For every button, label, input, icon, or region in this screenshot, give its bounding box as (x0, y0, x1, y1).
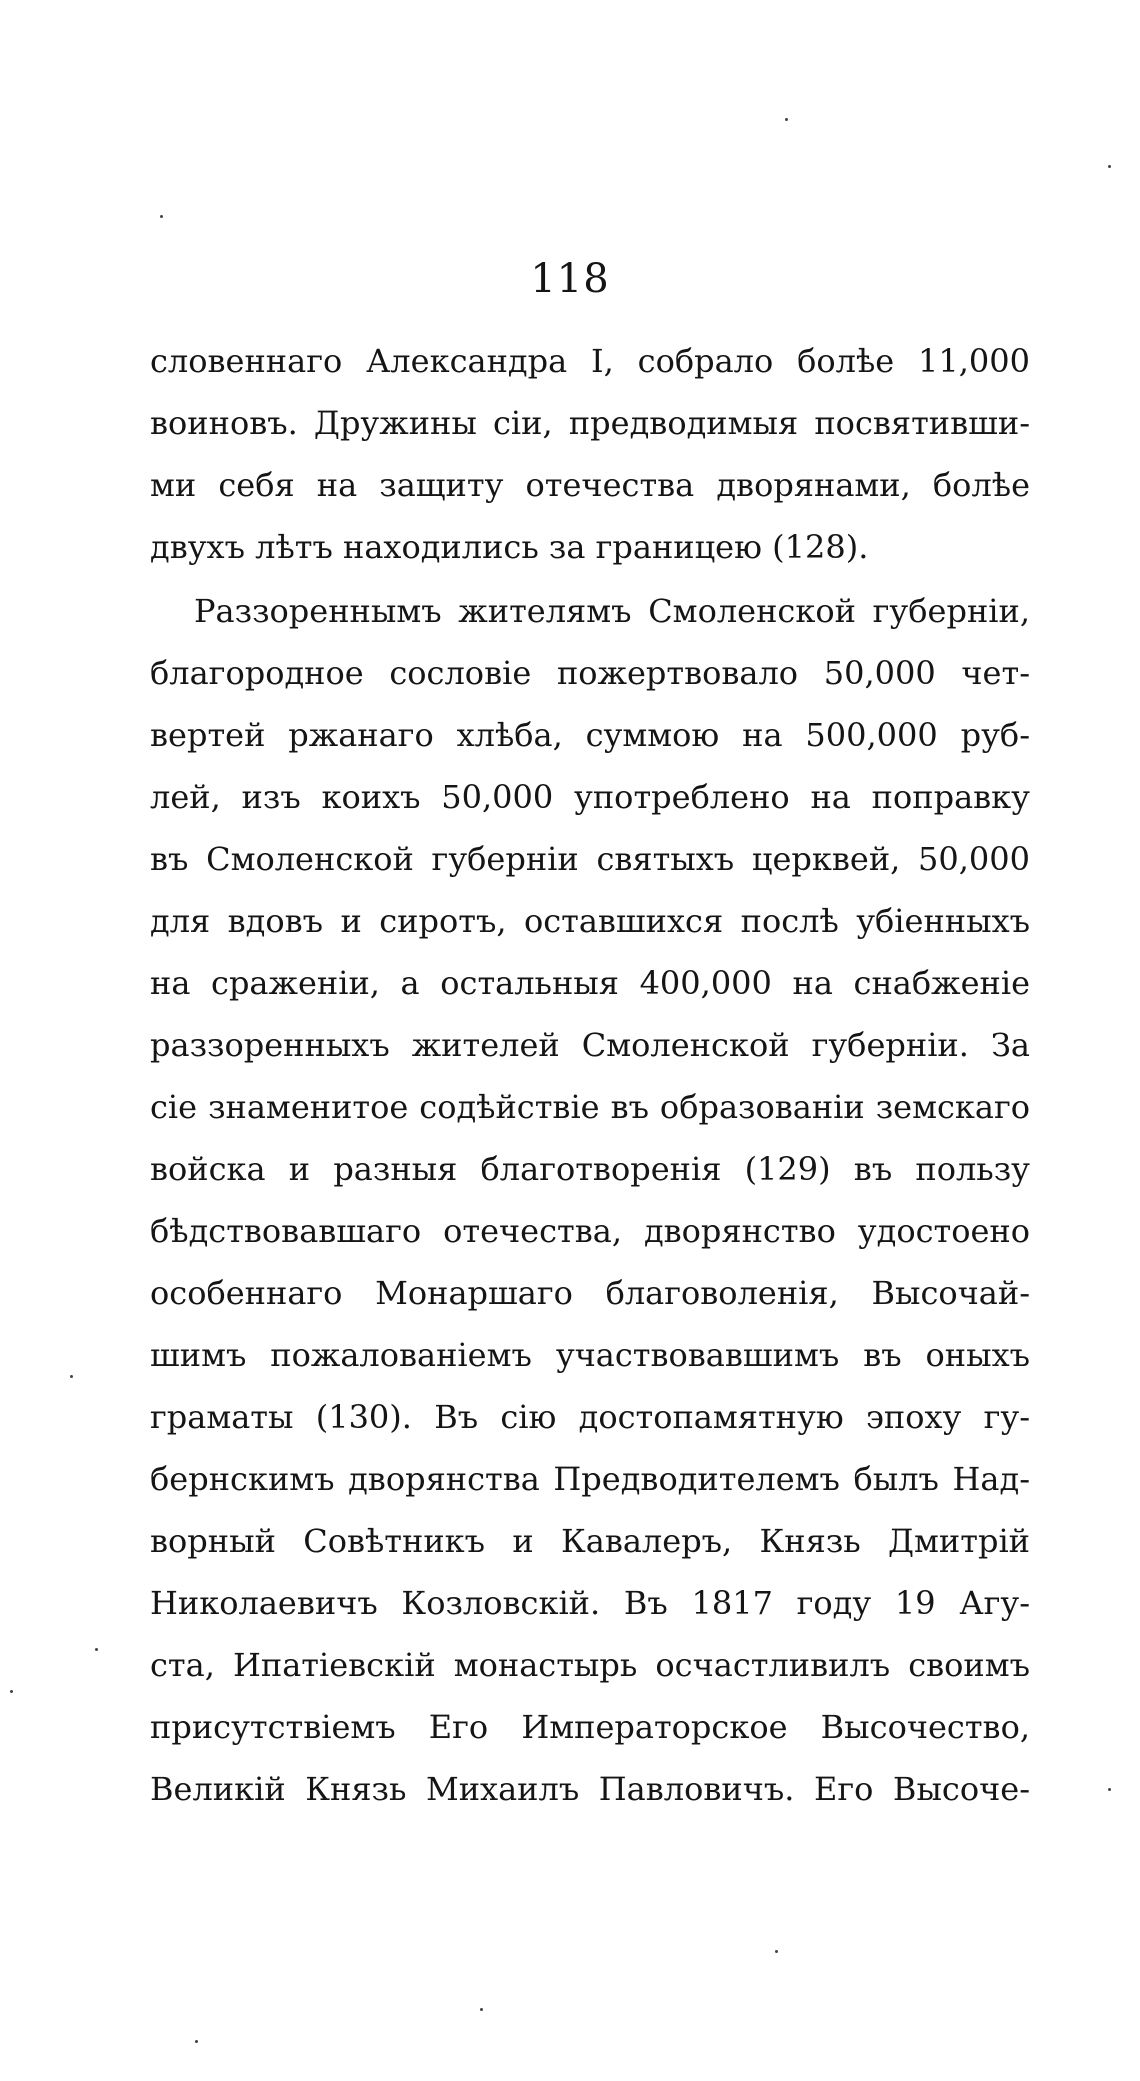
scan-speck (480, 2008, 483, 2011)
scan-speck (785, 118, 788, 121)
text-line: бѣдствовавшаго отечества, дворянство удостоено (150, 1212, 1030, 1250)
scan-speck (95, 1648, 98, 1651)
text-line: ми себя на защиту отечества дворянами, болѣе (150, 466, 1030, 504)
scan-speck (1108, 165, 1111, 168)
body-text (150, 330, 1030, 1820)
text-line: граматы (130). Въ сію достопамятную эпоху гу- (150, 1398, 1030, 1436)
text-line: словеннаго Александра I, собрало болѣе 11,000 (150, 342, 1030, 380)
scan-speck (70, 1375, 73, 1378)
text-line: шимъ пожалованіемъ участвовавшимъ въ оныхъ (150, 1336, 1030, 1374)
text-line: благородное сословіе пожертвовало 50,000 чет- (150, 654, 1030, 692)
text-line: воиновъ. Дружины сіи, предводимыя посвятивши- (150, 404, 1030, 442)
page-number: 118 (530, 256, 610, 302)
text-line: лей, изъ коихъ 50,000 употреблено на поправку (150, 778, 1030, 816)
text-line: вертей ржанаго хлѣба, суммою на 500,000 руб- (150, 716, 1030, 754)
text-line: ворный Совѣтникъ и Кавалеръ, Князь Дмитрій (150, 1522, 1030, 1560)
text-line: присутствіемъ Его Императорское Высочество, (150, 1708, 1030, 1746)
text-line: раззоренныхъ жителей Смоленской губерніи. За (150, 1026, 1030, 1064)
text-line: ста, Ипатіевскій монастырь осчастливилъ своимъ (150, 1646, 1030, 1684)
text-line: бернскимъ дворянства Предводителемъ былъ Над- (150, 1460, 1030, 1498)
text-line: особеннаго Монаршаго благоволенія, Высочай- (150, 1274, 1030, 1312)
text-line: въ Смоленской губерніи святыхъ церквей, 50,000 (150, 840, 1030, 878)
text-line: на сраженіи, а остальныя 400,000 на снабженіе (150, 964, 1030, 1002)
scan-speck (10, 1690, 13, 1693)
scan-speck (1108, 1788, 1111, 1791)
text-line: Великій Князь Михаилъ Павловичъ. Его Высоче- (150, 1770, 1030, 1808)
text-line: Николаевичъ Козловскій. Въ 1817 году 19 Агу- (150, 1584, 1030, 1622)
scan-speck (195, 2040, 198, 2043)
text-line: Раззореннымъ жителямъ Смоленской губерніи, (194, 592, 1030, 630)
text-line: двухъ лѣтъ находились за границею (128). (150, 528, 869, 566)
scan-speck (775, 1950, 778, 1953)
scan-speck (160, 215, 163, 218)
text-line: сіе знаменитое содѣйствіе въ образованіи земскаго (150, 1088, 1030, 1126)
text-line: для вдовъ и сиротъ, оставшихся послѣ убіенныхъ (150, 902, 1030, 940)
text-line: войска и разныя благотворенія (129) въ пользу (150, 1150, 1030, 1188)
